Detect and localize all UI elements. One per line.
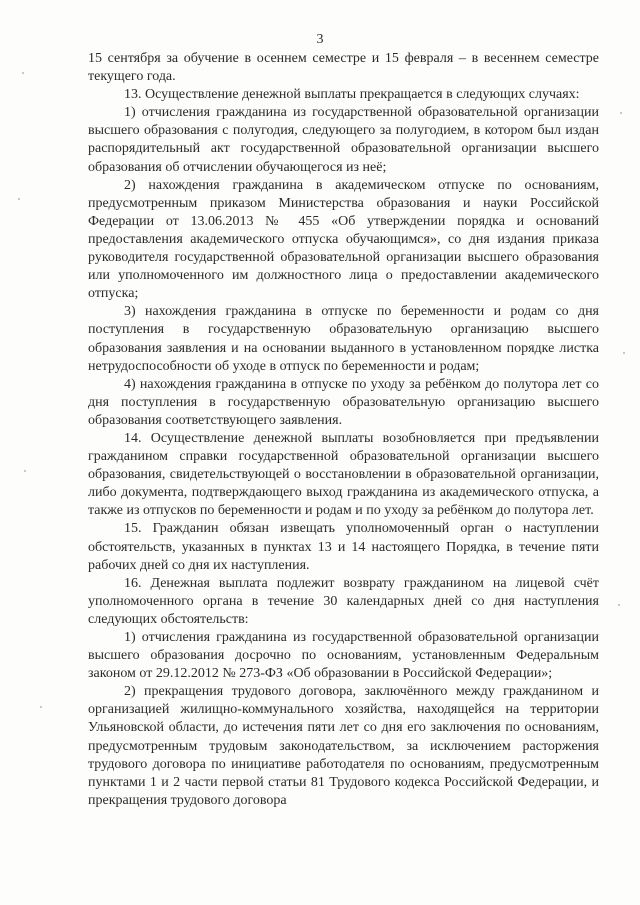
document-body <box>88 50 599 810</box>
page-number: 3 <box>316 32 324 47</box>
scan-speck <box>24 470 26 472</box>
paragraph-16-item-2: 2) прекращения трудового договора, заключённого между гражданином и организацией жилищно-коммунального хозяйства, находящейся на территории Ульяновской области, до истечения пяти лет со дня его заключения по основаниям, предусмотренным трудовым законодательством, за исключением расторжения трудового договора по инициативе работодателя по основаниям, предусмотренным пунктами 1 и 2 части первой статьи 81 Трудового кодекса Российской Федерации, и прекращения трудового договора <box>88 684 599 808</box>
paragraph-continuation: 15 сентября за обучение в осеннем семестре и 15 февраля – в весеннем семестре текущего года. <box>88 51 599 85</box>
paragraph-16: 16. Денежная выплата подлежит возврату гражданином на лицевой счёт уполномоченного органа в течение 30 календарных дней со дня наступления следующих обстоятельств: <box>88 575 599 627</box>
paragraph-13: 13. Осуществление денежной выплаты прекращается в следующих случаях: <box>124 87 580 103</box>
scan-speck <box>22 72 24 74</box>
scan-speck <box>18 198 20 200</box>
paragraph-16-item-1: 1) отчисления гражданина из государственной образовательной организации высшего образования досрочно по основаниям, установленным Федеральным законом от 29.12.2012 № 273-ФЗ «Об образовании в Российской Федерации»; <box>88 630 599 682</box>
paragraph-14: 14. Осуществление денежной выплаты возобновляется при предъявлении гражданином справки государственной образовательной организации высшего образования, свидетельствующей о восстановлении в образовательной организации, либо документа, подтверждающего выход гражданина из академического отпуска, а также из отпусков по беременности и родам и по уходу за ребёнком до полутора лет. <box>88 430 599 519</box>
scan-speck <box>620 112 622 114</box>
paragraph-13-item-4: 4) нахождения гражданина в отпуске по уходу за ребёнком до полутора лет со дня поступления в государственную образовательную организацию высшего образования соответствующего заявления. <box>88 376 599 428</box>
scan-speck <box>623 352 625 354</box>
paragraph-15: 15. Гражданин обязан извещать уполномоченный орган о наступлении обстоятельств, указанных в пунктах 13 и 14 настоящего Порядка, в течение пяти рабочих дней со дня их наступления. <box>88 521 599 573</box>
paragraph-13-item-3: 3) нахождения гражданина в отпуске по беременности и родам со дня поступления в государственную образовательную организацию высшего образования заявления и на основании выданного в установленном порядке листка нетрудоспособности об уходе в отпуск по беременности и родам; <box>88 304 599 374</box>
scan-speck <box>618 604 620 606</box>
paragraph-13-item-2: 2) нахождения гражданина в академическом отпуске по основаниям, предусмотренным приказом Министерства образования и науки Российской Федерации от 13.06.2013 № 455 «Об утверждении порядка и оснований предоставления академического отпуска обучающимся», со дня издания приказа руководителя государственной образовательной организации высшего образования или уполномоченного им должностного лица о предоставлении академического отпуска; <box>88 177 599 302</box>
paragraph-13-item-1: 1) отчисления гражданина из государственной образовательной организации высшего образования с полугодия, следующего за полугодием, в котором был издан распорядительный акт государственной образовательной организации высшего образования об отчислении обучающегося из неё; <box>88 105 599 175</box>
scan-speck <box>40 706 42 708</box>
